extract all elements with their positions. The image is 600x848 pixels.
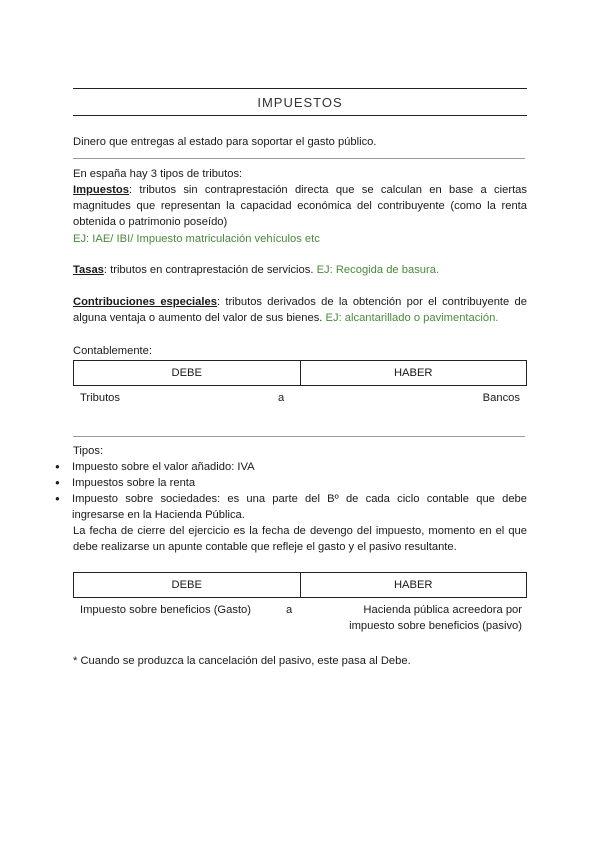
impuestos-term: Impuestos <box>73 184 129 196</box>
title-bottom-rule <box>73 115 527 116</box>
tasas-text: : tributos en contraprestación de servicios. <box>103 264 314 276</box>
ledger-table-2 <box>73 572 527 598</box>
ledger1-debit-entry: Tributos <box>80 392 120 404</box>
ledger1-connector: a <box>278 392 285 404</box>
impuestos-example: EJ: IAE/ IBI/ Impuesto matriculación vehículos etc <box>73 233 320 245</box>
contribuciones-text: : tributos derivados de la obtención por el contribuyente de alguna ventaja o aumento del valor de sus bienes. <box>73 296 527 324</box>
ledger1-credit-entry: Bancos <box>482 392 520 404</box>
ledger2-connector: a <box>286 604 293 616</box>
tasas-example: EJ: Recogida de basura. <box>316 264 440 276</box>
contribuciones-paragraph <box>73 294 527 326</box>
section-divider <box>73 436 525 437</box>
section-divider <box>73 158 525 159</box>
impuestos-paragraph <box>73 182 527 230</box>
list-item: ● Impuesto sobre el valor añadido: IVA <box>55 459 527 475</box>
debe-header: DEBE <box>74 573 301 598</box>
footnote: * Cuando se produzca la cancelación del pasivo, este pasa al Debe. <box>73 655 411 667</box>
contribuciones-example: EJ: alcantarillado o pavimentación. <box>325 312 499 324</box>
haber-header: HABER <box>300 573 527 598</box>
list-item: ● Impuesto sobre sociedades: es una parte del Bº de cada ciclo contable que debe ingresarse en la Hacienda Pública. <box>55 491 527 523</box>
tipos-label: Tipos: <box>73 445 104 457</box>
page-title: IMPUESTOS <box>257 95 343 110</box>
ledger2-debit-entry: Impuesto sobre beneficios (Gasto) <box>80 604 252 616</box>
contablemente-label: Contablemente: <box>73 345 152 357</box>
tasas-paragraph <box>73 262 527 278</box>
tipos-list <box>55 459 527 523</box>
title-top-rule <box>73 88 527 89</box>
contribuciones-term: Contribuciones especiales <box>73 296 217 308</box>
haber-header: HABER <box>300 361 527 386</box>
cierre-text: La fecha de cierre del ejercicio es la fecha de devengo del impuesto, momento en el que debe realizarse un apunte contable que refleje el gasto y el pasivo resultante. <box>73 525 527 553</box>
list-item: ● Impuestos sobre la renta <box>55 475 527 491</box>
impuestos-text: : tributos sin contraprestación directa que se calculan en base a ciertas magnitudes que representan la capacidad económica del contribuyente (como la renta obtenida o patrimonio poseído) <box>73 184 527 228</box>
debe-header: DEBE <box>74 361 301 386</box>
intro-text: En españa hay 3 tipos de tributos: <box>73 168 243 180</box>
definition-text: Dinero que entregas al estado para soportar el gasto público. <box>73 136 377 148</box>
ledger2-credit-entry: Hacienda pública acreedora por impuesto sobre beneficios (pasivo) <box>349 604 522 632</box>
ledger-table-1 <box>73 360 527 386</box>
tasas-term: Tasas <box>73 264 104 276</box>
